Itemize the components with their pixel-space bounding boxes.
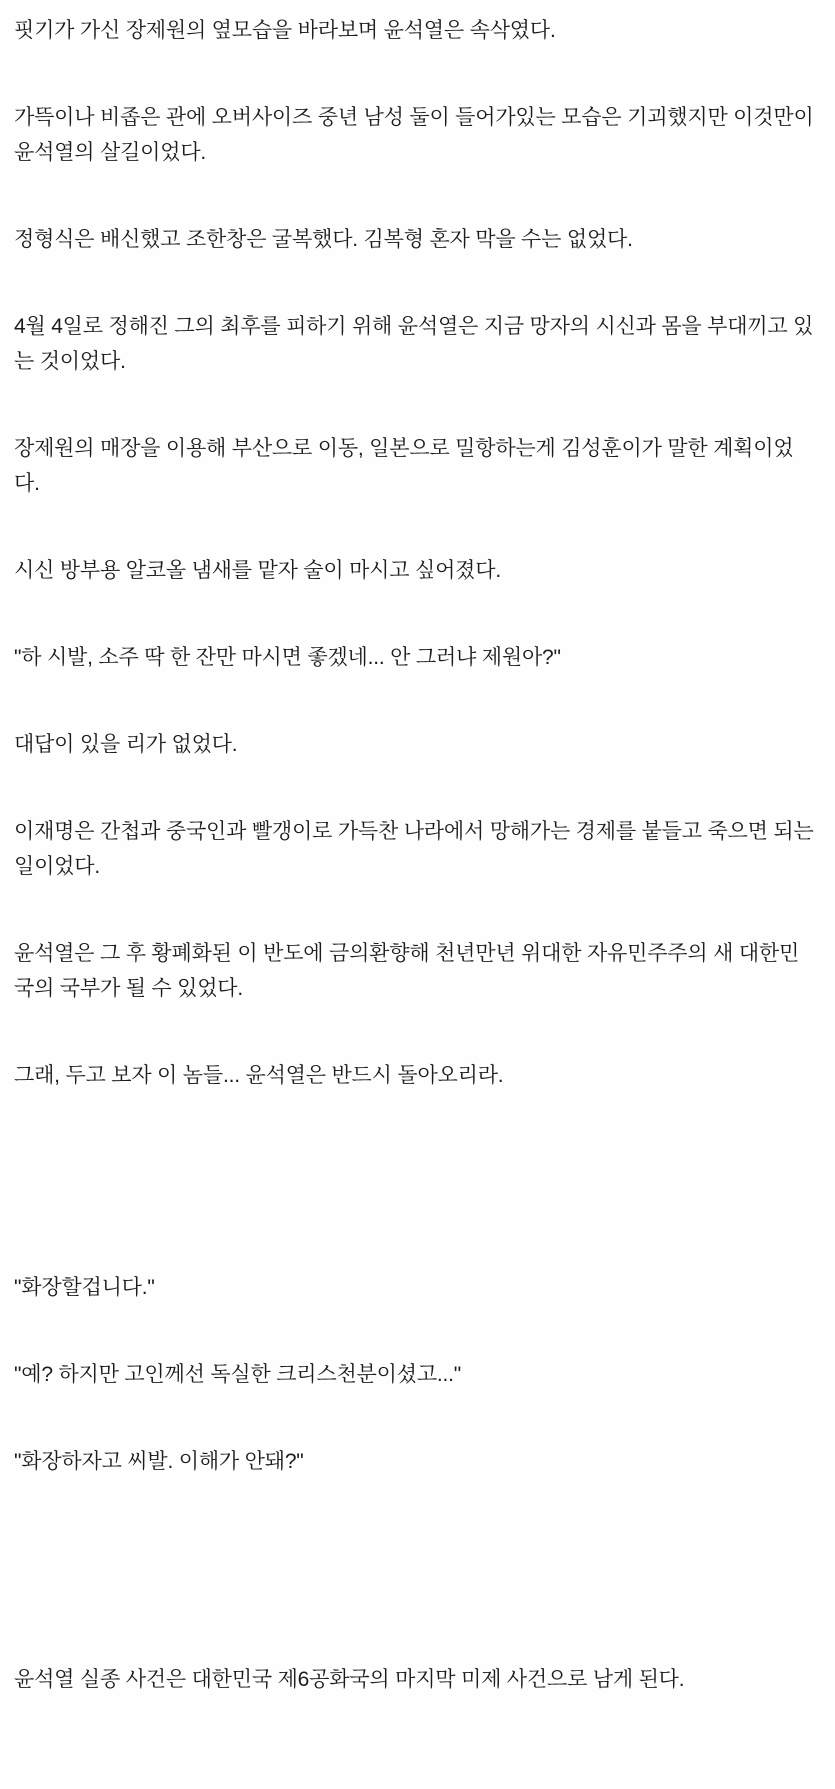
- blank-gap: [14, 1145, 819, 1270]
- paragraph: 핏기가 가신 장제원의 옆모습을 바라보며 윤석열은 속삭였다.: [14, 19, 556, 42]
- paragraph: 그래, 두고 보자 이 놈들... 윤석열은 반드시 돌아오리라.: [14, 1064, 504, 1087]
- paragraph: 시신 방부용 알코올 냄새를 맡자 술이 마시고 싶어졌다.: [14, 559, 501, 582]
- paragraph: "화장할겁니다.": [14, 1276, 155, 1299]
- blank-gap: [14, 1531, 819, 1662]
- paragraph: "하 시발, 소주 딱 한 잔만 마시면 좋겠네... 안 그러냐 제원아?": [14, 646, 561, 669]
- paragraph: 윤석열 실종 사건은 대한민국 제6공화국의 마지막 미제 사건으로 남게 된다.: [14, 1668, 685, 1691]
- paragraph: "예? 하지만 고인께선 독실한 크리스천분이셨고...": [14, 1363, 462, 1386]
- paragraph: 가뜩이나 비좁은 관에 오버사이즈 중년 남성 둘이 들어가있는 모습은 기괴했지만 이것만이 윤석열의 살길이었다.: [14, 106, 814, 164]
- paragraph: "화장하자고 씨발. 이해가 안돼?": [14, 1450, 304, 1473]
- paragraph: 이재명은 간첩과 중국인과 빨갱이로 가득찬 나라에서 망해가는 경제를 붙들고 죽으면 되는 일이었다.: [14, 820, 814, 878]
- paragraph: 4월 4일로 정해진 그의 최후를 피하기 위해 윤석열은 지금 망자의 시신과 몸을 부대끼고 있는 것이었다.: [14, 315, 814, 373]
- paragraph: 대답이 있을 리가 없었다.: [14, 733, 238, 756]
- paragraph: 윤석열은 그 후 황폐화된 이 반도에 금의환향해 천년만년 위대한 자유민주주의 새 대한민국의 국부가 될 수 있었다.: [14, 942, 800, 1000]
- paragraph: 장제원의 매장을 이용해 부산으로 이동, 일본으로 밀항하는게 김성훈이가 말한 계획이었다.: [14, 437, 794, 495]
- paragraph: 정형식은 배신했고 조한창은 굴복했다. 김복형 혼자 막을 수는 없었다.: [14, 228, 633, 251]
